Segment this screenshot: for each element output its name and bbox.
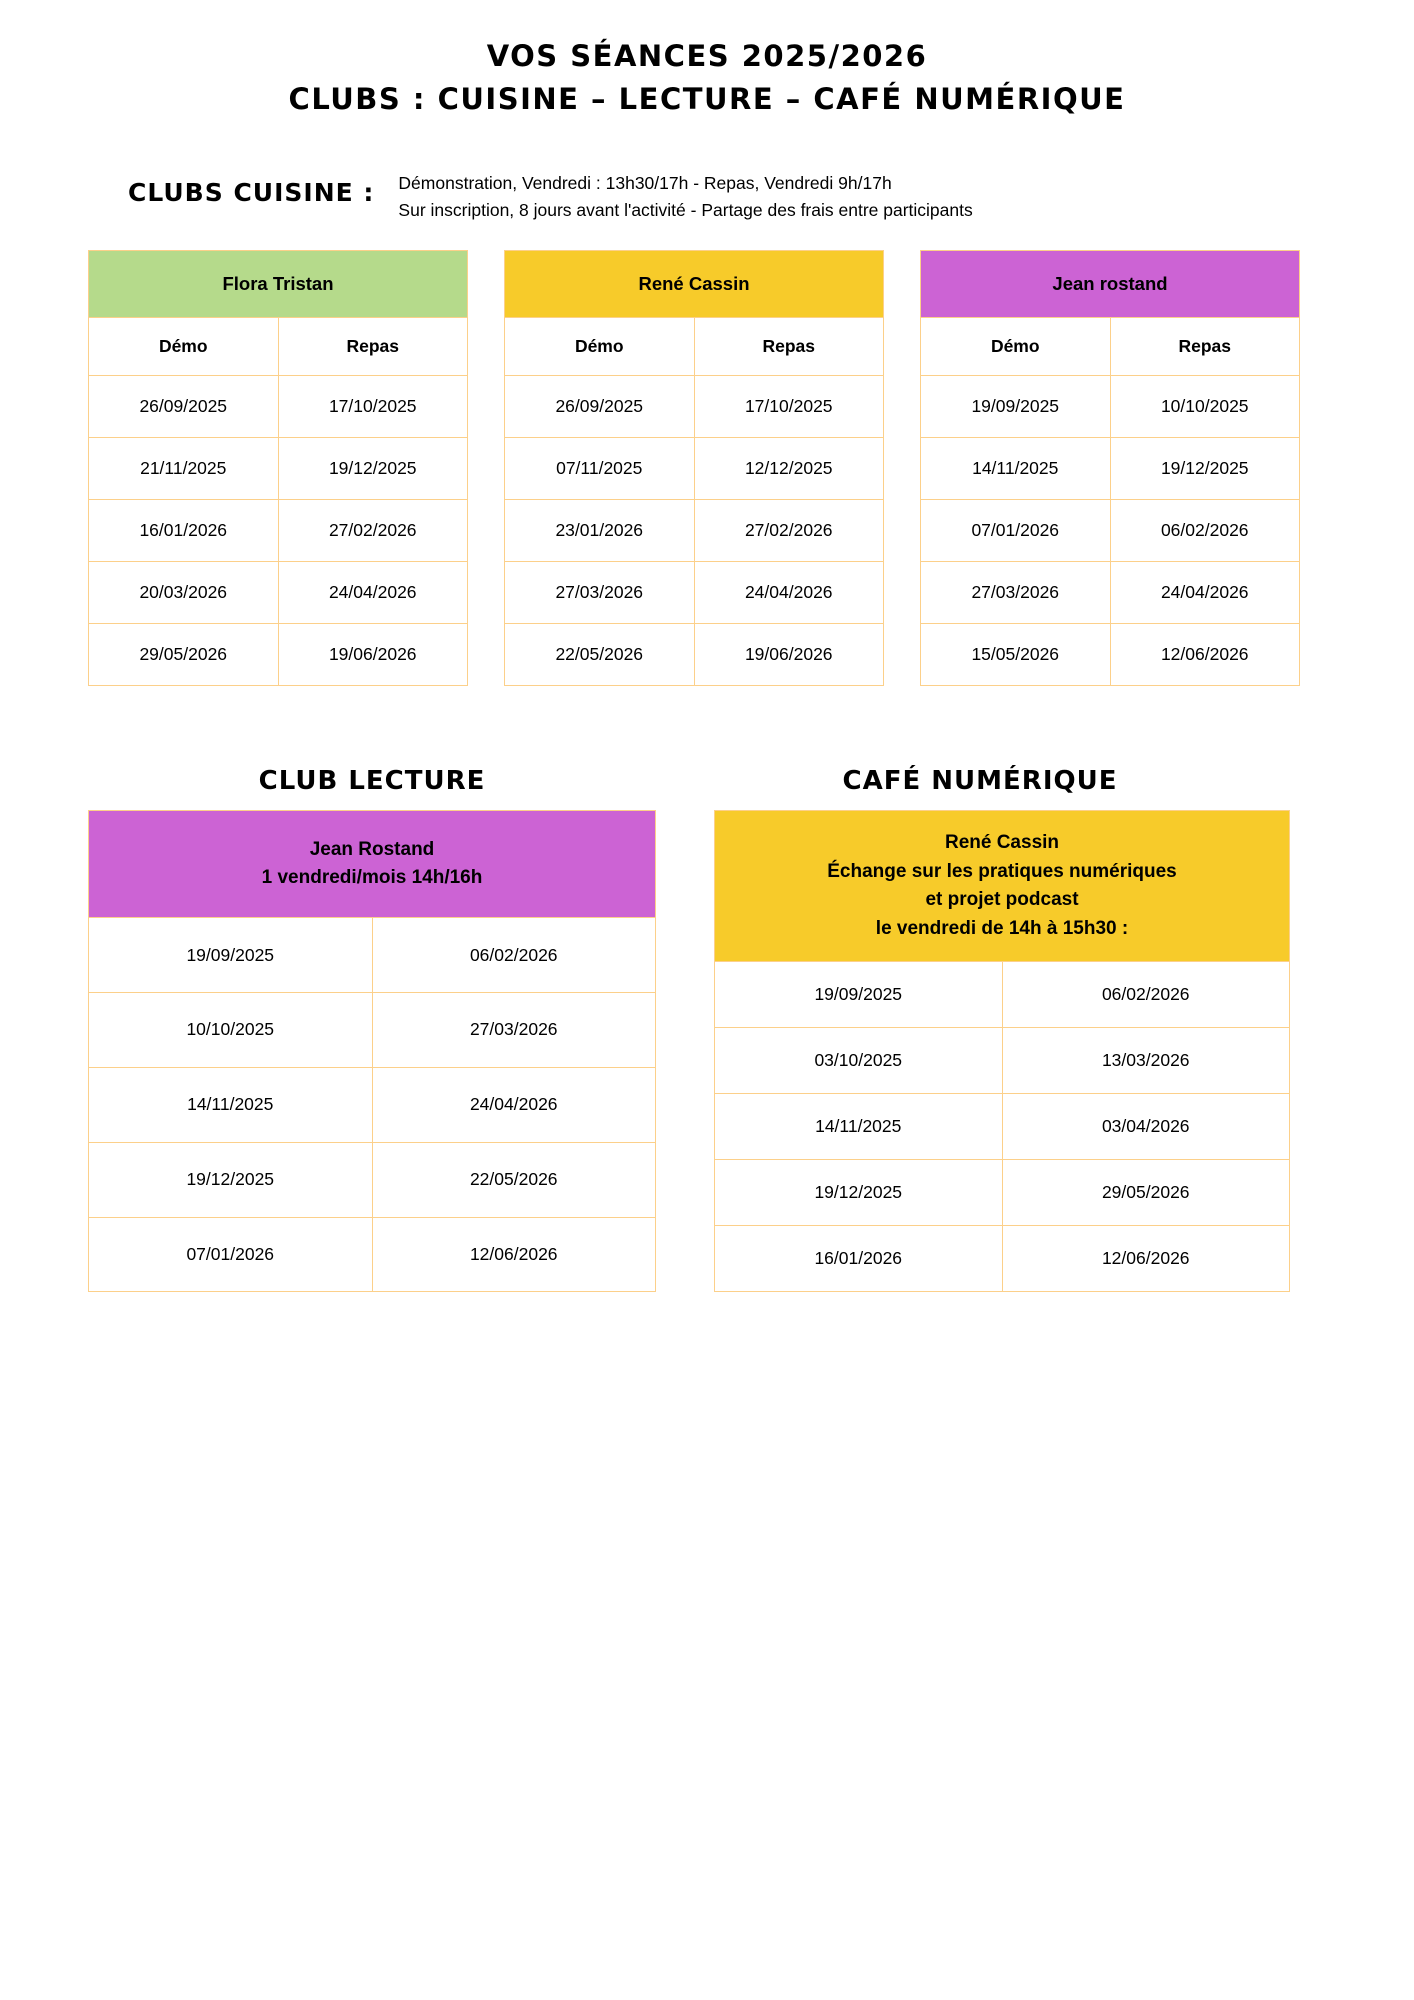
table-row bbox=[715, 1226, 1290, 1292]
table-header-row bbox=[921, 251, 1300, 318]
repas-date: 27/02/2026 bbox=[278, 500, 468, 562]
demo-date: 29/05/2026 bbox=[89, 624, 279, 686]
cuisine-section-header bbox=[0, 170, 1414, 224]
table-subheader-row bbox=[505, 318, 884, 376]
table-row bbox=[921, 500, 1300, 562]
repas-date: 19/12/2025 bbox=[278, 438, 468, 500]
page-title bbox=[0, 0, 1414, 118]
lecture-date-left: 19/09/2025 bbox=[89, 918, 373, 993]
numerique-date-right: 29/05/2026 bbox=[1002, 1160, 1290, 1226]
page-title-line-1: VOS SÉANCES 2025/2026 bbox=[486, 39, 928, 73]
numerique-header-line-4: le vendredi de 14h à 15h30 : bbox=[875, 917, 1129, 939]
club-table-flora-tristan bbox=[88, 250, 468, 686]
table-row bbox=[921, 624, 1300, 686]
cafe-numerique-table bbox=[714, 810, 1290, 1292]
table-row bbox=[505, 562, 884, 624]
table-header-row bbox=[505, 251, 884, 318]
cuisine-section-notes bbox=[398, 170, 972, 224]
demo-date: 19/09/2025 bbox=[921, 376, 1111, 438]
table-header-row bbox=[715, 811, 1290, 962]
table-row bbox=[715, 1028, 1290, 1094]
column-header-repas: Repas bbox=[1110, 318, 1300, 376]
table-row bbox=[505, 624, 884, 686]
numerique-header-line-1: René Cassin bbox=[944, 832, 1060, 854]
demo-date: 26/09/2025 bbox=[505, 376, 695, 438]
table-row bbox=[89, 376, 468, 438]
column-header-demo: Démo bbox=[921, 318, 1111, 376]
repas-date: 19/06/2026 bbox=[278, 624, 468, 686]
club-name-cell: Jean rostand bbox=[921, 251, 1300, 318]
table-row bbox=[89, 918, 656, 993]
table-row bbox=[505, 500, 884, 562]
repas-date: 24/04/2026 bbox=[278, 562, 468, 624]
repas-date: 06/02/2026 bbox=[1110, 500, 1300, 562]
table-row bbox=[89, 624, 468, 686]
lecture-date-right: 27/03/2026 bbox=[372, 992, 656, 1067]
numerique-date-left: 19/12/2025 bbox=[715, 1160, 1003, 1226]
table-row bbox=[921, 562, 1300, 624]
lecture-date-right: 22/05/2026 bbox=[372, 1142, 656, 1217]
table-row bbox=[89, 438, 468, 500]
numerique-date-left: 14/11/2025 bbox=[715, 1094, 1003, 1160]
column-header-repas: Repas bbox=[278, 318, 468, 376]
numerique-header-line-2: Échange sur les pratiques numériques bbox=[827, 860, 1177, 882]
table-subheader-row bbox=[921, 318, 1300, 376]
numerique-header-line-3: et projet podcast bbox=[925, 889, 1079, 911]
demo-date: 14/11/2025 bbox=[921, 438, 1111, 500]
lecture-date-left: 07/01/2026 bbox=[89, 1217, 373, 1292]
bottom-section-titles bbox=[0, 766, 1414, 796]
lecture-header-cell bbox=[89, 811, 656, 918]
demo-date: 15/05/2026 bbox=[921, 624, 1111, 686]
table-row bbox=[505, 376, 884, 438]
repas-date: 12/06/2026 bbox=[1110, 624, 1300, 686]
table-row bbox=[715, 962, 1290, 1028]
table-row bbox=[89, 500, 468, 562]
table-row bbox=[715, 1160, 1290, 1226]
table-row bbox=[89, 992, 656, 1067]
lecture-header-line-1: Jean Rostand bbox=[309, 838, 435, 860]
repas-date: 17/10/2025 bbox=[694, 376, 884, 438]
demo-date: 27/03/2026 bbox=[505, 562, 695, 624]
numerique-date-left: 16/01/2026 bbox=[715, 1226, 1003, 1292]
numerique-header-cell bbox=[715, 811, 1290, 962]
club-name-cell: Flora Tristan bbox=[89, 251, 468, 318]
repas-date: 10/10/2025 bbox=[1110, 376, 1300, 438]
demo-date: 27/03/2026 bbox=[921, 562, 1111, 624]
demo-date: 20/03/2026 bbox=[89, 562, 279, 624]
demo-date: 26/09/2025 bbox=[89, 376, 279, 438]
numerique-date-right: 12/06/2026 bbox=[1002, 1226, 1290, 1292]
lecture-date-left: 10/10/2025 bbox=[89, 992, 373, 1067]
cuisine-note-line-2: Sur inscription, 8 jours avant l'activité - Partage des frais entre participants bbox=[398, 200, 973, 221]
repas-date: 27/02/2026 bbox=[694, 500, 884, 562]
cafe-numerique-title: CAFÉ NUMÉRIQUE bbox=[842, 766, 1118, 797]
numerique-date-right: 06/02/2026 bbox=[1002, 962, 1290, 1028]
repas-date: 19/06/2026 bbox=[694, 624, 884, 686]
club-table-jean-rostand bbox=[920, 250, 1300, 686]
table-header-row bbox=[89, 811, 656, 918]
table-row bbox=[505, 438, 884, 500]
numerique-date-left: 03/10/2025 bbox=[715, 1028, 1003, 1094]
numerique-date-left: 19/09/2025 bbox=[715, 962, 1003, 1028]
lecture-header-line-2: 1 vendredi/mois 14h/16h bbox=[261, 867, 483, 889]
lecture-date-right: 06/02/2026 bbox=[372, 918, 656, 993]
cuisine-note-line-1: Démonstration, Vendredi : 13h30/17h - Repas, Vendredi 9h/17h bbox=[398, 173, 892, 194]
club-name-cell: René Cassin bbox=[505, 251, 884, 318]
numerique-date-right: 13/03/2026 bbox=[1002, 1028, 1290, 1094]
repas-date: 12/12/2025 bbox=[694, 438, 884, 500]
repas-date: 19/12/2025 bbox=[1110, 438, 1300, 500]
demo-date: 07/01/2026 bbox=[921, 500, 1111, 562]
column-header-demo: Démo bbox=[505, 318, 695, 376]
lecture-date-right: 12/06/2026 bbox=[372, 1217, 656, 1292]
demo-date: 23/01/2026 bbox=[505, 500, 695, 562]
table-row bbox=[89, 1142, 656, 1217]
table-row bbox=[89, 1067, 656, 1142]
column-header-repas: Repas bbox=[694, 318, 884, 376]
table-row bbox=[715, 1094, 1290, 1160]
demo-date: 21/11/2025 bbox=[89, 438, 279, 500]
table-row bbox=[89, 562, 468, 624]
repas-date: 24/04/2026 bbox=[694, 562, 884, 624]
cuisine-section-label: CLUBS CUISINE : bbox=[128, 178, 375, 208]
column-header-demo: Démo bbox=[89, 318, 279, 376]
repas-date: 17/10/2025 bbox=[278, 376, 468, 438]
lecture-date-left: 14/11/2025 bbox=[89, 1067, 373, 1142]
repas-date: 24/04/2026 bbox=[1110, 562, 1300, 624]
table-row bbox=[89, 1217, 656, 1292]
demo-date: 07/11/2025 bbox=[505, 438, 695, 500]
club-lecture-table bbox=[88, 810, 656, 1292]
table-row bbox=[921, 376, 1300, 438]
table-row bbox=[921, 438, 1300, 500]
club-table-rene-cassin bbox=[504, 250, 884, 686]
page-title-line-2: CLUBS : CUISINE – LECTURE – CAFÉ NUMÉRIQUE bbox=[288, 82, 1126, 117]
demo-date: 16/01/2026 bbox=[89, 500, 279, 562]
lecture-date-right: 24/04/2026 bbox=[372, 1067, 656, 1142]
demo-date: 22/05/2026 bbox=[505, 624, 695, 686]
bottom-tables-row bbox=[0, 810, 1414, 1292]
club-lecture-title: CLUB LECTURE bbox=[258, 766, 486, 797]
table-header-row bbox=[89, 251, 468, 318]
table-subheader-row bbox=[89, 318, 468, 376]
cuisine-tables-row bbox=[0, 250, 1414, 686]
lecture-date-left: 19/12/2025 bbox=[89, 1142, 373, 1217]
numerique-date-right: 03/04/2026 bbox=[1002, 1094, 1290, 1160]
